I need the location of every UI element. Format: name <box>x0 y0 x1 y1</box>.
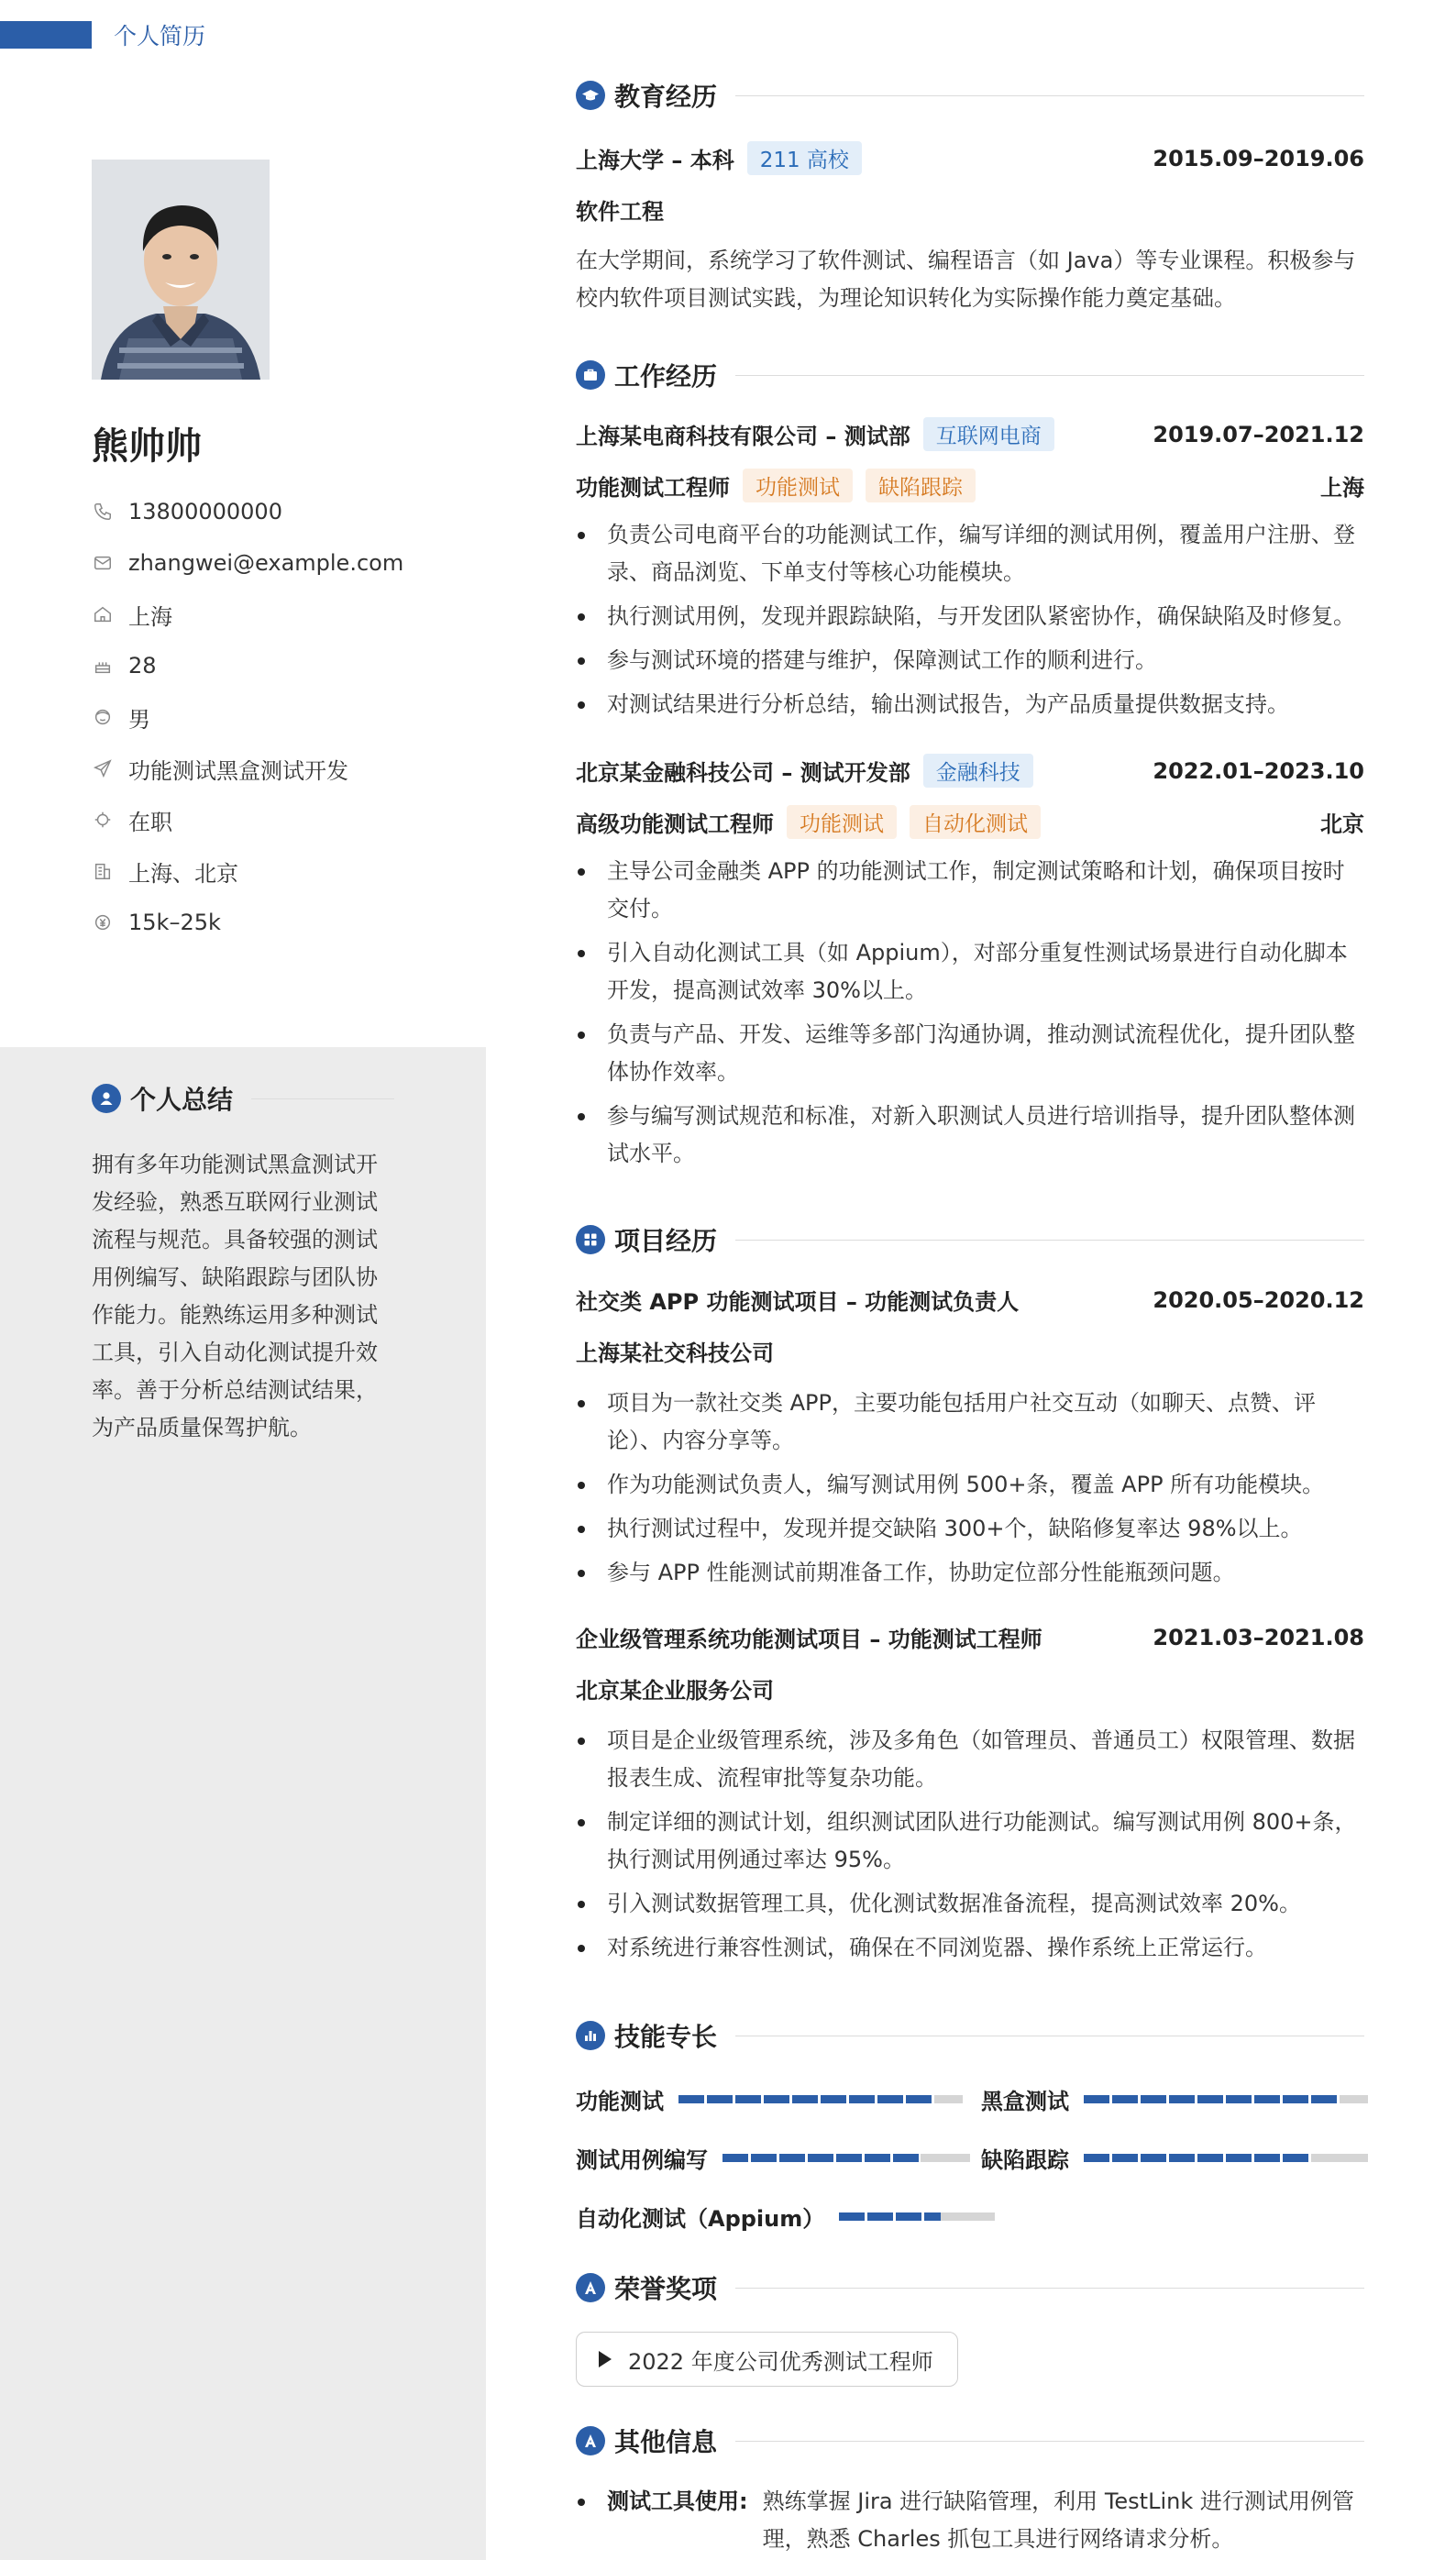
job-1-bullets <box>576 516 1366 730</box>
skill-bar <box>1084 2154 1368 2162</box>
list-item: 执行测试过程中，发现并提交缺陷 300+个，缺陷修复率达 98%以上。 <box>576 1510 1366 1548</box>
skill-level-fill <box>839 2212 941 2221</box>
other-info-label: 测试工具使用: <box>607 2488 748 2514</box>
info-icon <box>576 2426 605 2455</box>
job-2-role-row <box>576 805 1364 839</box>
summary-title: 个人总结 <box>130 1085 234 1115</box>
briefcase-icon <box>576 360 605 390</box>
projects-section-header <box>576 1221 1364 1258</box>
honors-section-header <box>576 2269 1364 2306</box>
contact-info-list <box>92 486 403 948</box>
info-salary <box>92 897 403 948</box>
section-divider <box>251 1098 394 1099</box>
other-info-text: 熟练掌握 Jira 进行缺陷管理，利用 TestLink 进行测试用例管理，熟悉 Charles 抓包工具进行网络请求分析。 <box>762 2488 1354 2552</box>
job-2-skill-tag-2: 自动化测试 <box>910 805 1041 839</box>
info-age <box>92 640 403 691</box>
job-2-bullets <box>576 853 1366 1179</box>
education-title: 教育经历 <box>614 82 718 112</box>
info-age-text: 28 <box>128 653 157 679</box>
job-2-industry-tag: 金融科技 <box>923 754 1033 788</box>
list-item: 执行测试用例，发现并跟踪缺陷，与开发团队紧密协作，确保缺陷及时修复。 <box>576 598 1366 635</box>
education-tag: 211 高校 <box>747 141 862 175</box>
mail-icon <box>92 552 114 574</box>
skill-name: 功能测试 <box>576 2089 664 2114</box>
info-gender-text: 男 <box>128 706 150 733</box>
job-1-city: 上海 <box>1320 475 1364 501</box>
avatar <box>92 160 270 380</box>
skill-row <box>981 2083 1368 2115</box>
project-2-company-row <box>576 1672 1364 1705</box>
triangle-bullet-icon <box>599 2351 612 2367</box>
skill-row <box>576 2083 963 2115</box>
project-2-name: 企业级管理系统功能测试项目 – 功能测试工程师 <box>576 1627 1042 1652</box>
skill-name: 测试用例编写 <box>576 2147 708 2173</box>
education-description: 在大学期间，系统学习了软件测试、编程语言（如 Java）等专业课程。积极参与校内软件项目测试实践，为理论知识转化为实际操作能力奠定基础。 <box>576 248 1356 311</box>
salary-icon <box>92 911 114 933</box>
section-divider <box>735 2288 1364 2289</box>
list-item: 负责公司电商平台的功能测试工作，编写详细的测试用例，覆盖用户注册、登录、商品浏览、下单支付等核心功能模块。 <box>576 516 1366 591</box>
skill-bar <box>1084 2095 1368 2103</box>
summary-text: 拥有多年功能测试黑盒测试开发经验，熟悉互联网行业测试流程与规范。具备较强的测试用例编写、缺陷跟踪与团队协作能力。能熟练运用多种测试工具，引入自动化测试提升效率。善于分析总结测试结果，为产品质量保驾护航。 <box>92 1152 378 1440</box>
list-item: 作为功能测试负责人，编写测试用例 500+条，覆盖 APP 所有功能模块。 <box>576 1466 1366 1504</box>
bar-chart-icon <box>576 2021 605 2050</box>
skill-bar <box>678 2095 963 2103</box>
project-2-date: 2021.03–2021.08 <box>1153 1624 1364 1650</box>
project-2-bullets <box>576 1722 1366 1973</box>
grid-icon <box>576 1225 605 1254</box>
status-icon <box>92 809 114 831</box>
info-email-text: zhangwei@example.com <box>128 550 404 576</box>
info-location <box>92 589 403 640</box>
skills-title: 技能专长 <box>614 2022 718 2052</box>
job-1-skill-tag-2: 缺陷跟踪 <box>866 469 976 502</box>
list-item: 参与测试环境的搭建与维护，保障测试工作的顺利进行。 <box>576 642 1366 679</box>
skill-bar <box>839 2212 995 2221</box>
project-1-date: 2020.05–2020.12 <box>1153 1286 1364 1313</box>
summary-section-header <box>92 1080 394 1117</box>
skill-name: 缺陷跟踪 <box>981 2147 1069 2173</box>
list-item: 对系统进行兼容性测试，确保在不同浏览器、操作系统上正常运行。 <box>576 1929 1366 1967</box>
info-status <box>92 794 403 845</box>
award-text: 2022 年度公司优秀测试工程师 <box>628 2348 933 2375</box>
skill-row <box>576 2201 995 2233</box>
list-item: 主导公司金融类 APP 的功能测试工作，制定测试策略和计划，确保项目按时交付。 <box>576 853 1366 928</box>
header-accent-bar <box>0 21 92 49</box>
info-status-text: 在职 <box>128 809 172 835</box>
phone-icon <box>92 501 114 523</box>
list-item: 负责与产品、开发、运维等多部门沟通协调，推动测试流程优化，提升团队整体协作效率。 <box>576 1016 1366 1091</box>
work-section-header <box>576 357 1364 393</box>
info-phone-text: 13800000000 <box>128 499 282 524</box>
job-1-date: 2019.07–2021.12 <box>1153 421 1364 447</box>
work-title: 工作经历 <box>614 361 718 392</box>
info-gender <box>92 691 403 743</box>
skill-name: 黑盒测试 <box>981 2089 1069 2114</box>
project-1-header-row <box>576 1284 1364 1316</box>
job-2-role: 高级功能测试工程师 <box>576 811 774 837</box>
avatar-photo-illustration <box>92 160 270 380</box>
list-item: 引入测试数据管理工具，优化测试数据准备流程，提高测试效率 20%。 <box>576 1885 1366 1923</box>
job-2-skill-tag-1: 功能测试 <box>787 805 897 839</box>
list-item: 项目为一款社交类 APP，主要功能包括用户社交互动（如聊天、点赞、评论）、内容分享等。 <box>576 1385 1366 1460</box>
cake-icon <box>92 655 114 677</box>
section-divider <box>735 95 1364 96</box>
list-item: 制定详细的测试计划，组织测试团队进行功能测试。编写测试用例 800+条，执行测试用例通过率达 95%。 <box>576 1804 1366 1879</box>
job-1-company: 上海某电商科技有限公司 – 测试部 <box>576 424 910 449</box>
list-item: 参与 APP 性能测试前期准备工作，协助定位部分性能瓶颈问题。 <box>576 1554 1366 1592</box>
face-icon <box>92 706 114 728</box>
user-icon <box>92 1084 121 1113</box>
skill-level-fill <box>722 2154 921 2162</box>
list-item: 引入自动化测试工具（如 Appium），对部分重复性测试场景进行自动化脚本开发，提高测试效率 30%以上。 <box>576 934 1366 1010</box>
education-major: 软件工程 <box>576 199 664 225</box>
info-cities-text: 上海、北京 <box>128 860 238 887</box>
education-section-header <box>576 77 1364 114</box>
job-2-header-row <box>576 754 1364 788</box>
award-icon <box>576 2273 605 2302</box>
building-icon <box>92 860 114 882</box>
info-salary-text: 15k–25k <box>128 910 221 935</box>
project-1-bullets <box>576 1385 1366 1598</box>
info-job-intent-text: 功能测试黑盒测试开发 <box>128 757 348 784</box>
education-header-row <box>576 141 1364 175</box>
project-1-name: 社交类 APP 功能测试项目 – 功能测试负责人 <box>576 1289 1020 1315</box>
job-1-role: 功能测试工程师 <box>576 475 730 501</box>
candidate-name: 熊帅帅 <box>92 425 202 468</box>
project-1-company-row <box>576 1335 1364 1367</box>
job-1-skill-tag-1: 功能测试 <box>743 469 853 502</box>
info-job-intent <box>92 743 403 794</box>
page-title: 个人简历 <box>114 23 206 50</box>
education-school: 上海大学 – 本科 <box>576 148 734 173</box>
graduation-cap-icon <box>576 81 605 110</box>
info-email <box>92 537 403 589</box>
send-icon <box>92 757 114 779</box>
list-item: 项目是企业级管理系统，涉及多角色（如管理员、普通员工）权限管理、数据报表生成、流程审批等复杂功能。 <box>576 1722 1366 1797</box>
skill-level-fill <box>678 2095 934 2103</box>
project-2-company: 北京某企业服务公司 <box>576 1678 774 1704</box>
job-2-date: 2022.01–2023.10 <box>1153 757 1364 784</box>
other-title: 其他信息 <box>614 2427 718 2457</box>
section-divider <box>735 2441 1364 2442</box>
skill-row <box>576 2142 970 2174</box>
honors-title: 荣誉奖项 <box>614 2274 718 2304</box>
job-1-header-row <box>576 417 1364 451</box>
project-2-header-row <box>576 1621 1364 1653</box>
job-2-company: 北京某金融科技公司 – 测试开发部 <box>576 760 910 786</box>
skill-level-fill <box>1084 2154 1311 2162</box>
list-item: 参与编写测试规范和标准，对新入职测试人员进行培训指导，提升团队整体测试水平。 <box>576 1098 1366 1173</box>
award-item <box>576 2332 958 2387</box>
job-2-city: 北京 <box>1320 811 1364 837</box>
skills-section-header <box>576 2017 1364 2054</box>
info-phone <box>92 486 403 537</box>
skill-bar <box>722 2154 970 2162</box>
home-icon <box>92 603 114 625</box>
job-1-industry-tag: 互联网电商 <box>923 417 1054 451</box>
skill-level-fill <box>1084 2095 1340 2103</box>
info-cities <box>92 845 403 897</box>
info-location-text: 上海 <box>128 603 172 630</box>
skill-name: 自动化测试（Appium） <box>576 2206 825 2232</box>
list-item: 对测试结果进行分析总结，输出测试报告，为产品质量提供数据支持。 <box>576 686 1366 723</box>
section-divider <box>735 1240 1364 1241</box>
job-1-role-row <box>576 469 1364 502</box>
education-major-row <box>576 193 1364 226</box>
projects-title: 项目经历 <box>614 1226 718 1256</box>
section-divider <box>735 375 1364 376</box>
other-info-item <box>576 2483 1366 2558</box>
other-section-header <box>576 2422 1364 2459</box>
education-date: 2015.09–2019.06 <box>1153 145 1364 171</box>
project-1-company: 上海某社交科技公司 <box>576 1341 774 1366</box>
bullet-dot <box>578 2499 585 2506</box>
skill-row <box>981 2142 1368 2174</box>
